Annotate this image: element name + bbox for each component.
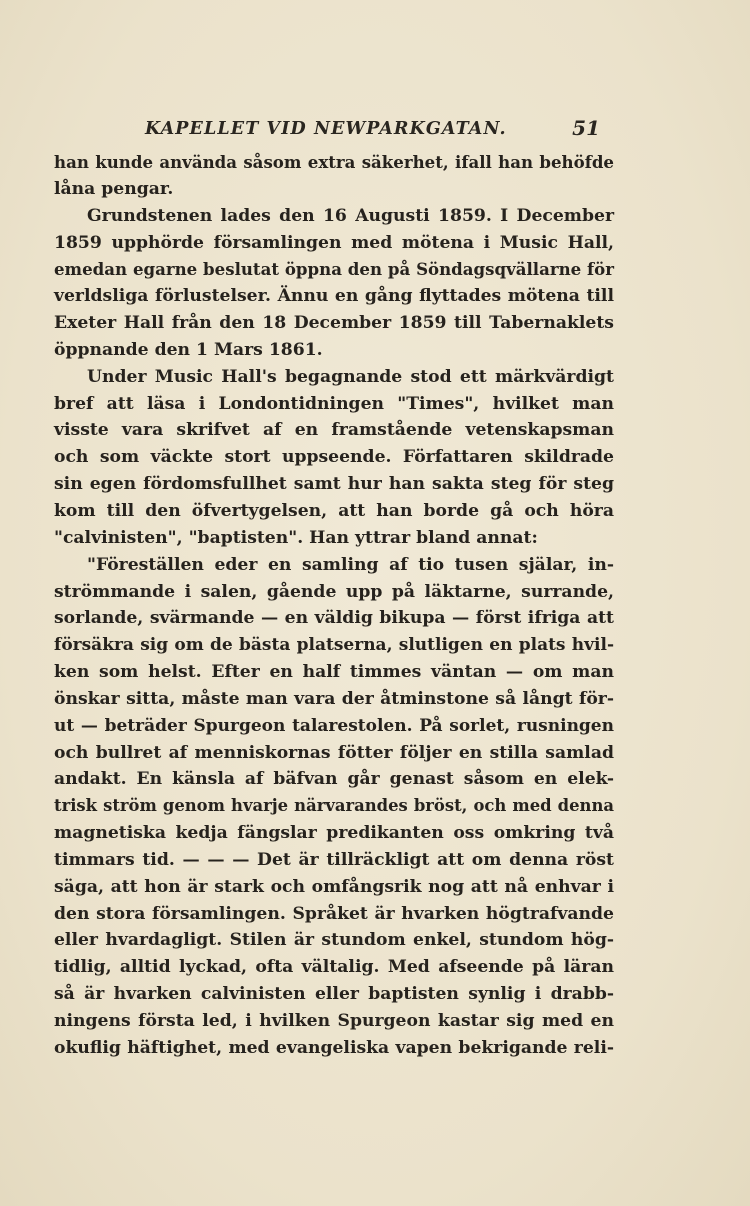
text-line: andakt. En känsla af bäfvan går genast såsom en elek- xyxy=(54,769,614,790)
text-line: Grundstenen lades den 16 Augusti 1859. I December xyxy=(87,205,614,226)
text-line: öppnande den 1 Mars 1861. xyxy=(54,339,323,360)
text-line: visste vara skrifvet af en framstående vetenskapsman xyxy=(54,420,614,441)
text-line: 1859 upphörde församlingen med mötena i Music Hall, xyxy=(54,232,614,253)
text-line: strömmande i salen, gående upp på läktarne, surrande, xyxy=(54,581,614,602)
text-line: bref att läsa i Londontidningen "Times", hvilket man xyxy=(54,393,614,414)
text-line: ken som helst. Efter en half timmes väntan — om man xyxy=(54,662,614,683)
text-line: låna pengar. xyxy=(54,178,174,199)
text-line: emedan egarne beslutat öppna den på Söndagsqvällarne för xyxy=(54,259,614,280)
running-title: KAPELLET VID NEWPARKGATAN. xyxy=(145,119,507,139)
text-line: försäkra sig om de bästa platserna, slutligen en plats hvil- xyxy=(54,635,614,656)
text-line: "Föreställen eder en samling af tio tusen själar, in- xyxy=(87,554,614,575)
text-line: Under Music Hall's begagnande stod ett märkvärdigt xyxy=(87,366,614,387)
text-line: så är hvarken calvinisten eller baptisten synlig i drabb- xyxy=(54,984,614,1005)
text-line: Exeter Hall från den 18 December 1859 till Tabernaklets xyxy=(54,313,614,334)
text-line: verldsliga förlustelser. Ännu en gång flyttades mötena till xyxy=(54,286,614,307)
text-line: han kunde använda såsom extra säkerhet, ifall han behöfde xyxy=(54,152,614,172)
body-text xyxy=(54,149,614,1062)
text-line: och som väckte stort uppseende. Författaren skildrade xyxy=(54,447,614,468)
text-line: magnetiska kedja fängslar predikanten oss omkring två xyxy=(54,823,614,844)
text-line: eller hvardagligt. Stilen är stundom enkel, stundom hög- xyxy=(54,930,614,951)
page-header xyxy=(145,116,600,141)
page-number: 51 xyxy=(572,116,600,140)
text-line: säga, att hon är stark och omfångsrik nog att nå enhvar i xyxy=(54,876,614,897)
text-line: sorlande, svärmande — en väldig bikupa — först ifriga att xyxy=(54,608,614,629)
text-line: ningens första led, i hvilken Spurgeon kastar sig med en xyxy=(54,1011,614,1031)
text-line: kom till den öfvertygelsen, att han borde gå och höra xyxy=(54,500,614,521)
text-line: "calvinisten", "baptisten". Han yttrar bland annat: xyxy=(54,527,538,548)
text-line: den stora församlingen. Språket är hvarken högtrafvande xyxy=(54,903,614,924)
text-line: sin egen fördomsfullhet samt hur han sakta steg för steg xyxy=(54,474,614,495)
text-line: och bullret af menniskornas fötter följer en stilla samlad xyxy=(54,742,614,763)
text-line: önskar sitta, måste man vara der åtminstone så långt för- xyxy=(54,688,614,709)
text-line: trisk ström genom hvarje närvarandes bröst, och med denna xyxy=(54,796,614,816)
text-line: tidlig, alltid lyckad, ofta vältalig. Med afseende på läran xyxy=(54,957,614,978)
text-line: ut — beträder Spurgeon talarestolen. På sorlet, rusningen xyxy=(54,715,614,736)
text-line: okuflig häftighet, med evangeliska vapen bekrigande reli- xyxy=(54,1037,614,1058)
text-line: timmars tid. — — — Det är tillräckligt att om denna röst xyxy=(54,849,614,870)
